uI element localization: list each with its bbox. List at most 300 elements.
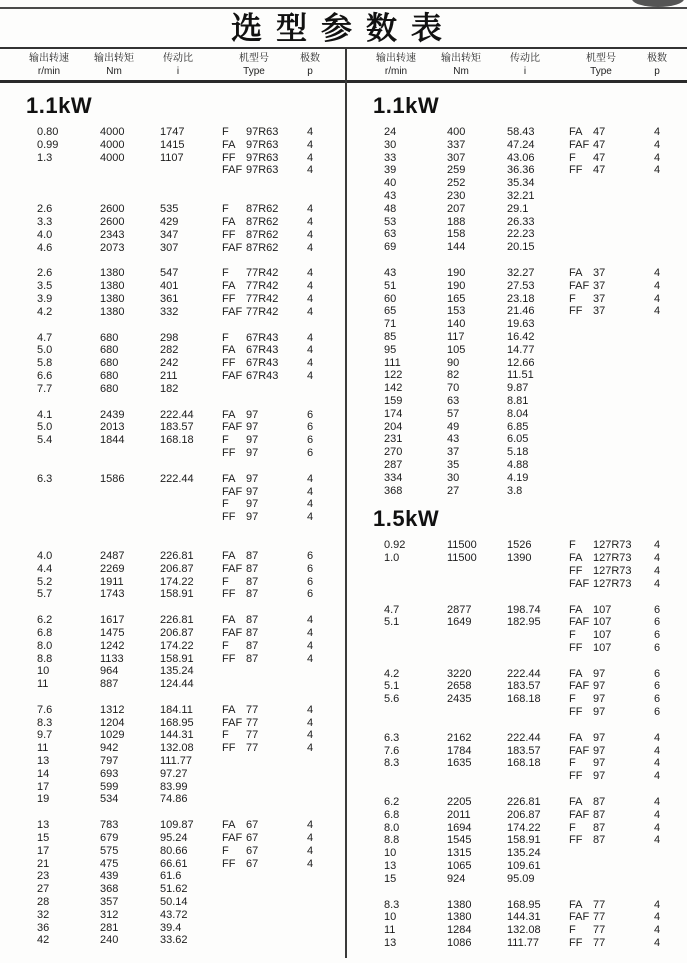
cell-torque: 368 [100, 883, 119, 896]
column-header-type-en: Type [243, 66, 265, 77]
cell-size: 97 [593, 680, 606, 693]
cell-ratio: 51.62 [160, 883, 188, 896]
table-row [347, 693, 687, 706]
cell-size: 87 [246, 614, 259, 627]
cell-mount: FF [569, 564, 583, 577]
cell-mount: FAF [222, 562, 243, 575]
column-header-type-cn: 机型号 [586, 53, 616, 64]
cell-ratio: 11.51 [507, 369, 534, 382]
cell-mount: FF [222, 511, 236, 524]
table-row [347, 485, 687, 498]
cell-mount: F [569, 757, 576, 770]
cell-mount: FA [569, 552, 583, 565]
cell-torque: 337 [447, 138, 466, 151]
cell-speed: 65 [384, 305, 397, 318]
column-header-torque-cn: 输出转矩 [94, 53, 134, 64]
cell-size: 87 [593, 834, 606, 847]
table-row [0, 306, 344, 319]
data-block [0, 819, 344, 947]
table-row [0, 819, 344, 832]
table-row [347, 190, 687, 203]
cell-mount: FF [222, 446, 236, 459]
table-row [347, 216, 687, 229]
cell-torque: 400 [447, 126, 466, 138]
cell-torque: 964 [100, 665, 119, 678]
cell-torque: 2435 [447, 693, 472, 706]
cell-poles: 6 [307, 562, 314, 575]
table-row [347, 305, 687, 318]
cell-ratio: 9.87 [507, 382, 529, 395]
cell-size: 107 [593, 641, 612, 654]
cell-torque: 1586 [100, 472, 125, 485]
cell-ratio: 26.33 [507, 215, 535, 228]
cell-mount: FF [222, 357, 236, 370]
cell-mount: FAF [222, 716, 243, 729]
cell-speed: 24 [384, 126, 397, 138]
table-row [0, 870, 344, 883]
cell-torque: 1242 [100, 639, 125, 652]
cell-size: 97 [593, 731, 606, 744]
cell-poles: 4 [307, 729, 314, 742]
cell-torque: 3220 [447, 667, 472, 680]
column-header-poles [288, 52, 332, 78]
cell-size: 87 [593, 796, 606, 809]
table-row [0, 832, 344, 845]
cell-torque: 1315 [447, 847, 472, 860]
cell-torque: 2011 [447, 808, 471, 821]
column-header-type-en: Type [590, 66, 612, 77]
column-header-poles-cn: 极数 [300, 53, 320, 64]
cell-poles: 6 [307, 575, 314, 588]
table-row [347, 578, 687, 591]
cell-speed: 2.6 [37, 203, 53, 216]
cell-torque: 105 [447, 343, 466, 356]
cell-torque: 475 [100, 857, 119, 870]
cell-ratio: 74.86 [160, 793, 188, 806]
cell-size: 97 [246, 511, 259, 524]
cell-speed: 69 [384, 241, 397, 254]
cell-size: 97 [593, 706, 606, 719]
cell-poles: 4 [307, 331, 314, 344]
cell-speed: 5.7 [37, 588, 53, 601]
column-header-torque-en: Nm [106, 66, 122, 77]
cell-size: 77 [593, 911, 606, 924]
cell-mount: FA [222, 138, 236, 151]
column-header-ratio-en: i [176, 66, 180, 77]
data-block [0, 203, 344, 254]
cell-ratio: 61.6 [160, 870, 182, 883]
cell-torque: 259 [447, 164, 466, 177]
cell-ratio: 135.24 [507, 847, 541, 860]
cell-mount: FAF [569, 138, 590, 151]
cell-poles: 4 [307, 472, 314, 485]
cell-torque: 1694 [447, 821, 472, 834]
cell-torque: 887 [100, 678, 119, 691]
cell-size: 87R62 [246, 203, 279, 216]
cell-ratio: 124.44 [160, 678, 194, 691]
column-header-ratio-cn: 传动比 [163, 53, 193, 64]
cell-speed: 23 [37, 870, 50, 883]
cell-size: 47 [593, 151, 606, 164]
cell-ratio: 12.66 [507, 356, 535, 369]
cell-size: 67 [246, 832, 259, 845]
table-row [0, 845, 344, 858]
cell-poles: 4 [307, 703, 314, 716]
cell-ratio: 184.11 [160, 703, 193, 716]
cell-speed: 8.0 [384, 821, 400, 834]
cell-speed: 6.2 [384, 796, 400, 809]
table-row [0, 922, 344, 935]
table-row [347, 680, 687, 693]
cell-ratio: 1526 [507, 539, 532, 552]
table-row [0, 486, 344, 499]
table-row [347, 433, 687, 446]
cell-torque: 2013 [100, 421, 125, 434]
cell-mount: FF [569, 937, 583, 950]
table-row [347, 164, 687, 177]
cell-poles: 4 [654, 164, 661, 177]
cell-torque: 680 [100, 344, 119, 357]
column-header-speed-en: r/min [37, 66, 61, 77]
cell-speed: 6.3 [384, 731, 400, 744]
cell-ratio: 535 [160, 203, 179, 216]
cell-mount: FAF [222, 164, 243, 177]
cell-size: 77 [246, 703, 259, 716]
cell-ratio: 3.8 [507, 484, 523, 497]
cell-poles: 4 [654, 292, 661, 305]
table-row [0, 896, 344, 909]
table-row [347, 228, 687, 241]
cell-ratio: 547 [160, 267, 179, 280]
cell-speed: 42 [37, 934, 50, 947]
cell-torque: 11500 [447, 539, 477, 552]
cell-torque: 1380 [447, 911, 472, 924]
cell-poles: 4 [307, 151, 314, 164]
cell-ratio: 47.24 [507, 138, 535, 151]
table-row [0, 768, 344, 781]
cell-mount: F [569, 292, 576, 305]
data-block [347, 539, 687, 590]
cell-torque: 207 [447, 202, 466, 215]
section-power-label: 1.1kW [373, 93, 440, 118]
cell-mount: F [569, 151, 576, 164]
cell-poles: 4 [654, 126, 661, 138]
cell-ratio: 43.06 [507, 151, 535, 164]
table-row [347, 421, 687, 434]
cell-torque: 27 [447, 484, 460, 497]
cell-ratio: 144.31 [507, 911, 541, 924]
cell-ratio: 109.61 [507, 860, 541, 873]
cell-poles: 4 [307, 305, 314, 318]
table-row [347, 616, 687, 629]
cell-ratio: 206.87 [507, 808, 541, 821]
cell-poles: 4 [654, 138, 661, 151]
cell-ratio: 1747 [160, 126, 185, 138]
cell-torque: 680 [100, 331, 119, 344]
cell-mount: FA [222, 408, 236, 421]
cell-ratio: 206.87 [160, 626, 194, 639]
column-header-type-cn: 机型号 [239, 53, 269, 64]
column-header-poles-en: p [307, 66, 313, 77]
cell-torque: 35 [447, 458, 460, 471]
table-row [0, 152, 344, 165]
cell-mount: FAF [569, 744, 590, 757]
cell-poles: 6 [654, 629, 661, 642]
cell-poles: 6 [654, 603, 661, 616]
cell-ratio: 226.81 [160, 614, 194, 627]
cell-torque: 117 [447, 330, 465, 343]
table-row [347, 937, 687, 950]
title-rule [0, 47, 687, 49]
cell-poles: 6 [654, 667, 661, 680]
cell-torque: 1844 [100, 434, 125, 447]
cell-poles: 4 [307, 292, 314, 305]
cell-torque: 1635 [447, 757, 472, 770]
cell-poles: 4 [654, 577, 661, 590]
cell-speed: 10 [384, 911, 397, 924]
cell-speed: 287 [384, 458, 403, 471]
cell-speed: 9.7 [37, 729, 53, 742]
cell-speed: 6.8 [384, 808, 400, 821]
table-row [0, 498, 344, 511]
cell-ratio: 222.44 [507, 731, 541, 744]
cell-mount: FA [222, 614, 236, 627]
cell-torque: 165 [447, 292, 466, 305]
table-row [0, 203, 344, 216]
cell-torque: 49 [447, 420, 460, 433]
cell-size: 97 [246, 434, 259, 447]
cell-torque: 1133 [100, 652, 124, 665]
cell-poles: 6 [654, 641, 661, 654]
cell-size: 67 [246, 819, 259, 832]
cell-ratio: 32.27 [507, 266, 535, 279]
cell-mount: FF [222, 742, 236, 755]
table-row [347, 472, 687, 485]
cell-speed: 5.0 [37, 421, 53, 434]
table-row [0, 164, 344, 177]
cell-poles: 4 [654, 539, 661, 552]
cell-ratio: 97.27 [160, 767, 188, 780]
cell-speed: 0.80 [37, 126, 59, 138]
cell-torque: 4000 [100, 138, 125, 151]
cell-ratio: 158.91 [507, 834, 541, 847]
cell-mount: FA [222, 472, 236, 485]
table-row [347, 126, 687, 139]
cell-torque: 1784 [447, 744, 472, 757]
cell-ratio: 158.91 [160, 588, 194, 601]
data-block [0, 409, 344, 460]
cell-poles: 6 [307, 408, 314, 421]
cell-ratio: 5.18 [507, 446, 529, 459]
cell-ratio: 23.18 [507, 292, 535, 305]
cell-torque: 2343 [100, 228, 125, 241]
cell-ratio: 36.36 [507, 164, 535, 177]
cell-mount: FF [222, 588, 236, 601]
cell-ratio: 29.1 [507, 202, 529, 215]
table-row [0, 576, 344, 589]
cell-speed: 32 [37, 908, 50, 921]
cell-mount: FF [222, 292, 236, 305]
cell-ratio: 198.74 [507, 603, 541, 616]
cell-ratio: 35.34 [507, 177, 535, 190]
column-header-ratio [150, 52, 206, 78]
cell-ratio: 6.85 [507, 420, 529, 433]
cell-mount: FF [222, 857, 236, 870]
cell-size: 87 [593, 821, 606, 834]
cell-poles: 6 [654, 616, 661, 629]
cell-ratio: 158.91 [160, 652, 194, 665]
cell-mount: FA [569, 796, 583, 809]
cell-mount: FA [569, 266, 583, 279]
cell-speed: 159 [384, 394, 403, 407]
cell-ratio: 6.05 [507, 433, 529, 446]
cell-size: 37 [593, 305, 606, 318]
cell-torque: 1065 [447, 860, 472, 873]
cell-size: 77 [246, 716, 259, 729]
cell-ratio: 132.08 [160, 742, 194, 755]
cell-mount: F [222, 126, 229, 138]
cell-mount: FAF [569, 616, 590, 629]
cell-size: 67 [246, 857, 259, 870]
cell-poles: 4 [654, 266, 661, 279]
data-block [347, 668, 687, 719]
cell-torque: 680 [100, 369, 119, 382]
cell-mount: FA [222, 215, 236, 228]
data-block [0, 267, 344, 318]
cell-size: 77 [246, 729, 259, 742]
cell-poles: 4 [307, 819, 314, 832]
cell-ratio: 226.81 [507, 796, 541, 809]
cell-torque: 1380 [100, 305, 125, 318]
cell-size: 67 [246, 844, 259, 857]
cell-size: 87R62 [246, 215, 279, 228]
cell-torque: 2877 [447, 603, 472, 616]
cell-torque: 534 [100, 793, 119, 806]
cell-ratio: 39.4 [160, 921, 182, 934]
cell-speed: 17 [37, 844, 50, 857]
cell-speed: 4.7 [384, 603, 400, 616]
cell-speed: 43 [384, 189, 397, 202]
cell-ratio: 298 [160, 331, 179, 344]
cell-ratio: 307 [160, 241, 179, 254]
cell-speed: 174 [384, 407, 403, 420]
cell-mount: F [569, 924, 576, 937]
cell-speed: 270 [384, 446, 403, 459]
table-row [347, 446, 687, 459]
cell-mount: FAF [569, 577, 590, 590]
cell-speed: 4.2 [37, 305, 53, 318]
table-column-right [347, 84, 687, 950]
cell-speed: 3.9 [37, 292, 53, 305]
cell-speed: 8.3 [37, 716, 53, 729]
cell-poles: 4 [307, 716, 314, 729]
cell-torque: 797 [100, 755, 119, 768]
cell-speed: 4.4 [37, 562, 53, 575]
data-block [0, 126, 344, 177]
cell-poles: 4 [307, 832, 314, 845]
cell-torque: 43 [447, 433, 460, 446]
cell-size: 97 [246, 446, 259, 459]
table-row [347, 152, 687, 165]
column-header-ratio-cn: 传动比 [510, 53, 540, 64]
table-row [0, 755, 344, 768]
cell-poles: 6 [307, 549, 314, 562]
cell-poles: 4 [654, 924, 661, 937]
cell-ratio: 109.87 [160, 819, 194, 832]
table-row [347, 822, 687, 835]
table-row [0, 793, 344, 806]
cell-ratio: 183.57 [160, 421, 194, 434]
cell-speed: 334 [384, 471, 403, 484]
cell-mount: F [222, 267, 229, 280]
cell-speed: 11 [384, 924, 396, 937]
cell-speed: 204 [384, 420, 403, 433]
data-block [0, 332, 344, 396]
cell-poles: 4 [307, 857, 314, 870]
cell-ratio: 27.53 [507, 279, 535, 292]
cell-speed: 4.0 [37, 549, 53, 562]
cell-torque: 2600 [100, 215, 125, 228]
cell-speed: 10 [37, 665, 50, 678]
cell-poles: 4 [654, 305, 661, 318]
cell-poles: 4 [654, 821, 661, 834]
cell-size: 127R73 [593, 539, 632, 552]
cell-ratio: 66.61 [160, 857, 188, 870]
cell-ratio: 168.95 [160, 716, 194, 729]
cell-mount: FAF [222, 421, 243, 434]
cell-size: 77 [593, 898, 606, 911]
cell-poles: 4 [654, 911, 661, 924]
cell-mount: FAF [222, 485, 243, 498]
cell-mount: FF [569, 305, 583, 318]
table-row [0, 550, 344, 563]
table-row [0, 409, 344, 422]
cell-speed: 13 [37, 755, 50, 768]
cell-ratio: 4.19 [507, 471, 529, 484]
cell-ratio: 33.62 [160, 934, 188, 947]
cell-speed: 51 [384, 279, 397, 292]
cell-torque: 230 [447, 189, 466, 202]
table-row [347, 267, 687, 280]
cell-mount: FA [569, 898, 583, 911]
cell-torque: 2600 [100, 203, 125, 216]
cell-size: 97R63 [246, 151, 279, 164]
section-power-label: 1.5kW [373, 506, 440, 532]
cell-mount: FA [569, 603, 583, 616]
cell-size: 97 [246, 408, 259, 421]
cell-ratio: 174.22 [507, 821, 541, 834]
column-header-torque [82, 52, 146, 78]
cell-size: 97 [246, 485, 259, 498]
cell-speed: 0.92 [384, 539, 406, 552]
cell-size: 127R73 [593, 552, 632, 565]
table-row [347, 873, 687, 886]
cell-speed: 2.6 [37, 267, 53, 280]
cell-size: 77R42 [246, 280, 279, 293]
cell-torque: 1380 [447, 898, 472, 911]
cell-ratio: 401 [160, 280, 179, 293]
table-column-left [0, 84, 344, 947]
page-ornament-icon [632, 0, 684, 7]
cell-poles: 4 [307, 280, 314, 293]
cell-mount: FAF [569, 911, 590, 924]
cell-ratio: 182.95 [507, 616, 541, 629]
cell-mount: FF [222, 652, 236, 665]
table-row [347, 459, 687, 472]
table-row [347, 642, 687, 655]
cell-ratio: 50.14 [160, 896, 188, 909]
cell-speed: 71 [384, 318, 397, 331]
